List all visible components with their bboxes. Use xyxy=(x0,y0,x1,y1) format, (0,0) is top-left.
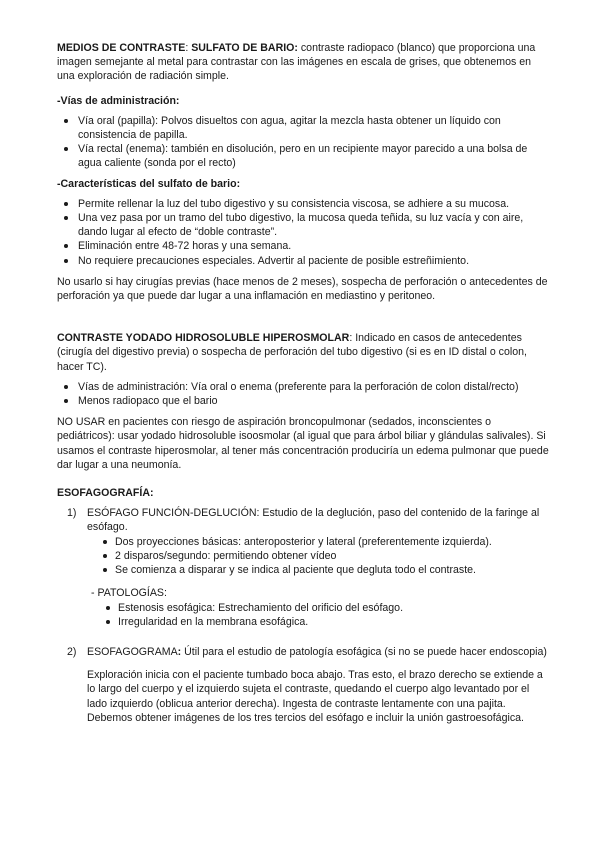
bario-subtitle: SULFATO DE BARIO: xyxy=(191,42,298,54)
yodado-note: NO USAR en pacientes con riesgo de aspiración broncopulmonar (sedados, inconscientes o pediátricos): usar yodado hidrosoluble isoosmolar (al igual que para árbol biliar y glándulas salivales). Si usamos el contraste hiperosmolar, al tener más concentración produciría un edema pulmonar que puede dar lugar a una neumonía. xyxy=(57,416,549,471)
esofagograma-body: Exploración inicia con el paciente tumbado boca abajo. Tras esto, el brazo derecho se extiende a lo largo del cuerpo y el izquierdo sujeta el contraste, quedando el cuerpo algo levantado por el lado izquierdo (oblicua anterior derecha). Ingesta de contraste lentamente con una pajita. Debemos obtener imágenes de los tres tercios del esófago e incluir la unión gastroesofágica. xyxy=(87,669,543,724)
yodado-intro xyxy=(57,331,549,374)
list-item: Permite rellenar la luz del tubo digestivo y su consistencia viscosa, se adhiere a su mucosa. xyxy=(57,197,549,211)
esofagograma-text xyxy=(87,645,549,659)
vias-heading: -Vías de administración: xyxy=(57,94,180,107)
list-item: Eliminación entre 48-72 horas y una semana. xyxy=(57,239,549,253)
esofago-funcion-item xyxy=(60,506,549,629)
list-item: No requiere precauciones especiales. Advertir al paciente de posible estreñimiento. xyxy=(57,254,549,268)
caracteristicas-list xyxy=(57,197,549,268)
list-item: Menos radiopaco que el bario xyxy=(57,394,549,408)
esofagograma-colon: : xyxy=(177,645,182,658)
yodado-desc: : Indicado en casos de antecedentes (cirugía del digestivo previa) o sospecha de perforación del tubo digestivo (si es en ID distal o colon, hacer TC). xyxy=(57,332,527,373)
list-item: Irregularidad en la membrana esofágica. xyxy=(103,615,549,629)
bario-intro xyxy=(57,41,549,84)
patologias-list xyxy=(87,601,549,629)
vias-list xyxy=(57,114,549,171)
list-item: Dos proyecciones básicas: anteroposterior y lateral (preferentemente izquierda). xyxy=(101,535,549,549)
patologias-heading: - PATOLOGÍAS: xyxy=(91,587,167,600)
list-item: Una vez pasa por un tramo del tubo digestivo, la mucosa queda teñida, su luz vacía y con aire, dando lugar al efecto de “doble contraste”. xyxy=(57,211,549,239)
list-item: Vía rectal (enema): también en disolución, pero en un recipiente mayor parecido a una bolsa de agua caliente (sonda por el recto) xyxy=(57,142,549,170)
esofagografia-title: ESOFAGOGRAFÍA: xyxy=(57,487,154,500)
esofago-funcion-text: ESÓFAGO FUNCIÓN-DEGLUCIÓN: Estudio de la deglución, paso del contenido de la faringe al esófago. xyxy=(87,507,540,534)
bario-sep: : xyxy=(185,42,192,54)
esofagografia-list xyxy=(57,506,549,725)
item-number: 2) xyxy=(67,645,77,658)
list-item: Se comienza a disparar y se indica al paciente que degluta todo el contraste. xyxy=(101,563,549,577)
list-item: Vías de administración: Vía oral o enema (preferente para la perforación de colon distal/recto) xyxy=(57,380,549,394)
item-number: 1) xyxy=(67,507,77,520)
esofagograma-title: ESOFAGOGRAMA xyxy=(87,645,178,658)
caracteristicas-heading: -Características del sulfato de bario: xyxy=(57,177,241,190)
bario-desc: contraste radiopaco (blanco) que proporciona una imagen semejante al metal para contrastar con las imágenes en escala de grises, que obtenemos en una exploración de radiación simple. xyxy=(57,42,536,83)
esofagograma-desc: Útil para el estudio de patología esofágica (si no se puede hacer endoscopia) xyxy=(181,645,547,658)
yodado-list xyxy=(57,380,549,408)
esofagograma-item xyxy=(60,645,549,725)
yodado-title: CONTRASTE YODADO HIDROSOLUBLE HIPEROSMOLAR xyxy=(57,332,350,345)
esofago-funcion-bullets xyxy=(87,535,549,578)
bario-title: MEDIOS DE CONTRASTE xyxy=(57,42,186,54)
list-item: 2 disparos/segundo: permitiendo obtener vídeo xyxy=(101,549,549,563)
bario-note: No usarlo si hay cirugías previas (hace menos de 2 meses), sospecha de perforación o antecedentes de perforación ya que puede dar lugar a una inflamación en mediastino y peritoneo. xyxy=(57,275,548,303)
list-item: Vía oral (papilla): Polvos disueltos con agua, agitar la mezcla hasta obtener un líquido con consistencia de papilla. xyxy=(57,114,549,142)
document-page xyxy=(57,41,549,725)
list-item: Estenosis esofágica: Estrechamiento del orificio del esófago. xyxy=(103,601,549,615)
